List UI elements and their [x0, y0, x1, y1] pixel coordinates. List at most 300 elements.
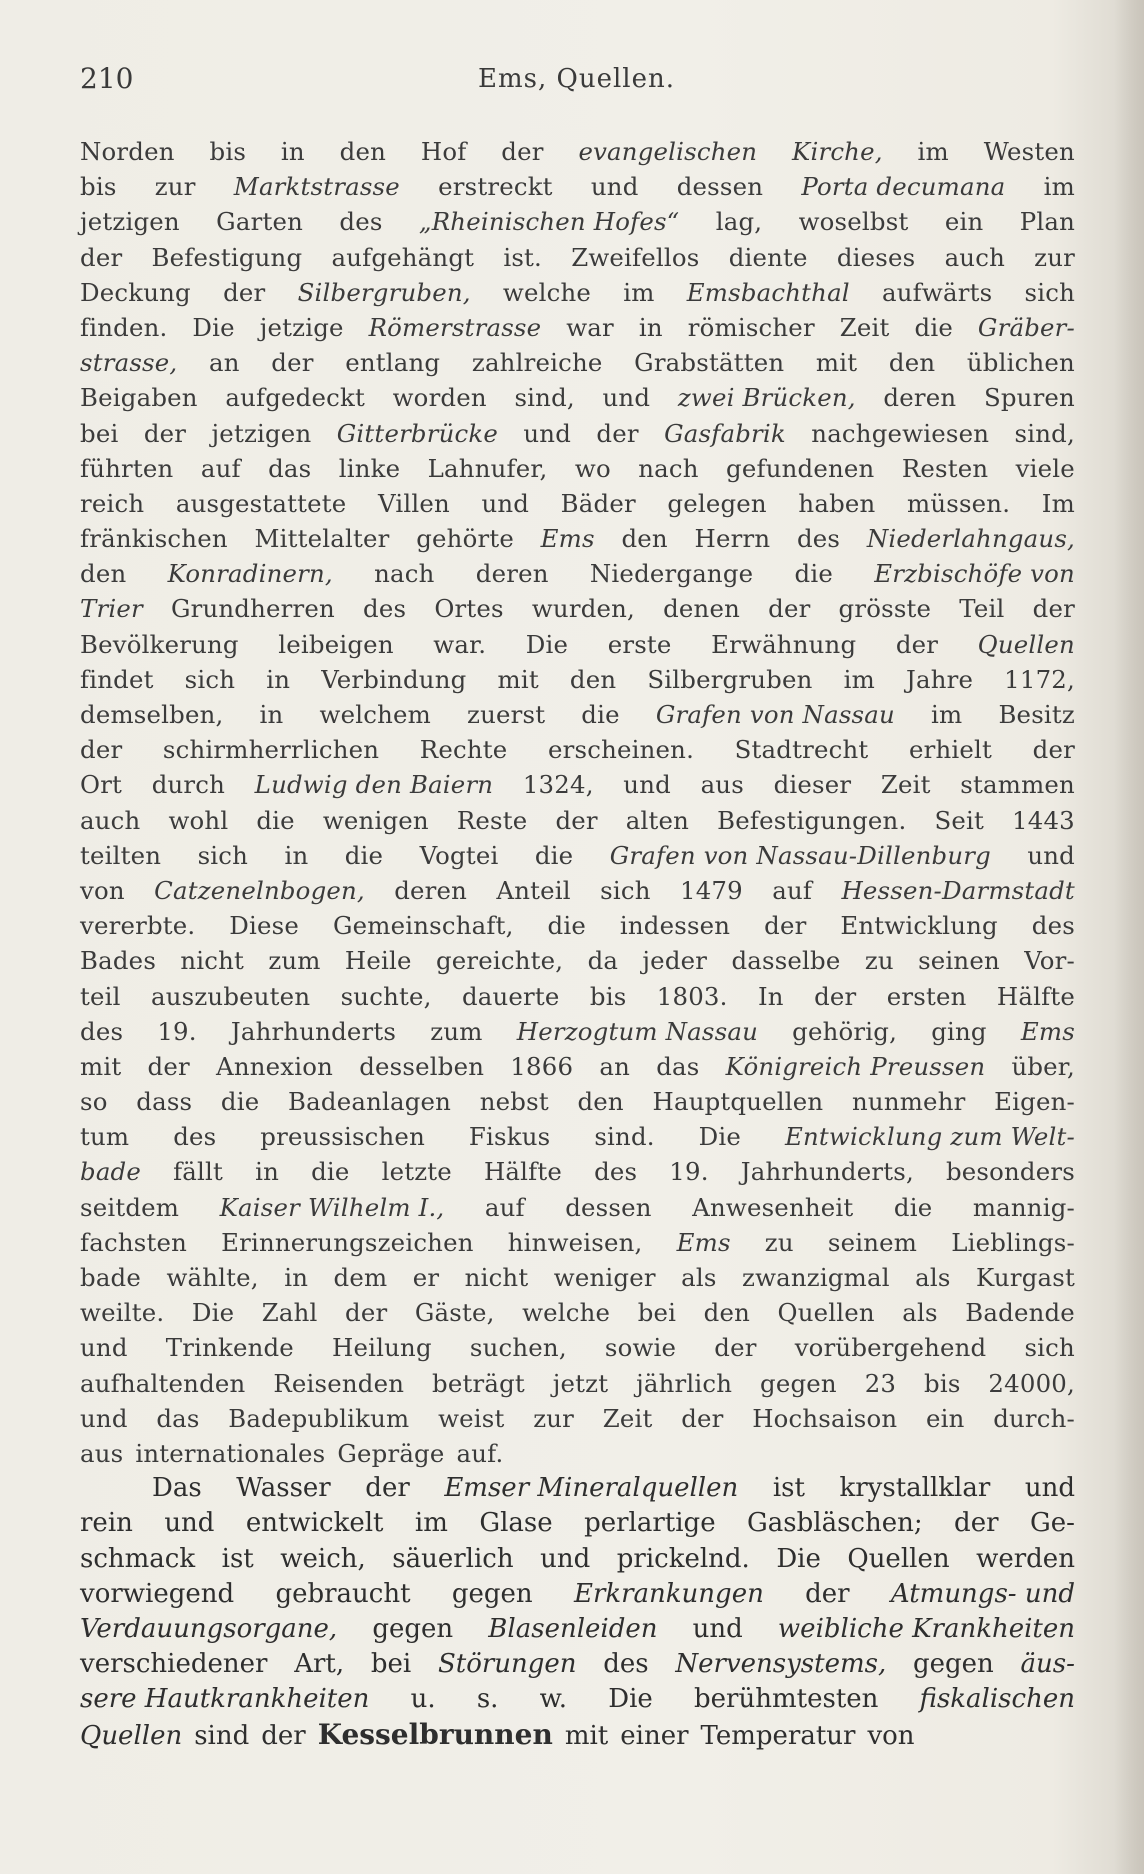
word: Kirche,	[792, 137, 883, 166]
word: Emsbachthal	[686, 277, 850, 307]
text-line	[80, 803, 1075, 838]
word: Jahrhunderts	[230, 1016, 397, 1046]
word: war.	[433, 629, 487, 659]
word: Anwesenheit	[692, 1192, 854, 1222]
word: in	[638, 312, 663, 342]
word: zum	[430, 1016, 483, 1046]
word: nach	[638, 453, 699, 483]
word: und	[623, 770, 671, 800]
text-line	[80, 451, 1075, 486]
word: dessen	[676, 172, 764, 202]
word: Gasfabrik	[664, 418, 786, 448]
word: diente	[728, 242, 808, 272]
word: Beigaben	[80, 383, 198, 413]
word: jährlich	[636, 1368, 733, 1398]
word: Im	[1041, 488, 1075, 518]
word: Befestigungen.	[717, 805, 907, 835]
word: Annexion	[216, 1051, 334, 1081]
word: Lahnufer,	[427, 453, 548, 483]
word: desselben	[359, 1051, 485, 1081]
word: Zeit	[880, 770, 931, 800]
word: der	[764, 911, 807, 941]
word: deren	[475, 559, 549, 589]
word: den	[569, 664, 617, 694]
word: des	[363, 594, 407, 624]
word: und	[602, 383, 651, 413]
word: gefundenen	[726, 453, 875, 483]
word: äus-	[1020, 1649, 1075, 1680]
word: 1479	[679, 875, 743, 905]
word: Hälfte	[996, 981, 1075, 1011]
word: die	[794, 559, 833, 589]
word: Reste	[456, 805, 528, 835]
word: aufwärts	[882, 277, 993, 307]
word: schmack	[80, 1543, 196, 1574]
word: seitdem	[80, 1192, 180, 1222]
word: bis	[209, 137, 247, 166]
text-line	[80, 1049, 1075, 1084]
word: der	[814, 981, 857, 1011]
word: Quellen	[977, 629, 1075, 659]
word: preussischen	[260, 1122, 425, 1152]
word: Entwicklung zum Welt-	[784, 1122, 1075, 1152]
word: s.	[476, 1684, 499, 1715]
word: war	[566, 312, 614, 342]
word: der	[143, 418, 187, 448]
word: sowie	[604, 1333, 677, 1363]
word: im	[1043, 172, 1075, 202]
word: findet	[80, 664, 154, 694]
word: und	[1024, 1473, 1075, 1504]
word: Glase	[479, 1508, 553, 1539]
word: finden.	[80, 312, 168, 342]
word: Die	[192, 312, 235, 342]
word: der	[345, 1298, 388, 1328]
text-line	[80, 275, 1075, 310]
word: bei	[637, 1298, 677, 1328]
word: führten	[80, 453, 174, 483]
word: Grafen von Nassau-Dillenburg	[609, 840, 991, 870]
word: sich	[1024, 1333, 1075, 1363]
word: und	[692, 1613, 743, 1644]
word: dasselbe	[731, 946, 841, 976]
text-line	[80, 345, 1075, 380]
word: teil	[80, 981, 121, 1011]
word: welche	[502, 277, 592, 307]
word: in	[284, 840, 309, 870]
word: aufgehängt	[331, 242, 475, 272]
word: gegen	[760, 1368, 837, 1398]
word: fränkischen	[80, 524, 228, 554]
word: von	[867, 1721, 915, 1752]
text-line	[80, 1717, 1075, 1752]
word: der	[501, 137, 544, 166]
word: Kurgast	[976, 1263, 1075, 1292]
word: ging	[931, 1016, 987, 1046]
word: über,	[1011, 1051, 1075, 1081]
word: wohl	[168, 805, 229, 835]
word: die	[344, 840, 384, 870]
word: weibliche Krankheiten	[777, 1613, 1075, 1644]
word: der	[681, 1403, 724, 1433]
word: und	[1027, 840, 1075, 870]
word: bei	[370, 1649, 412, 1680]
word: Heile	[344, 946, 412, 976]
word: Erzbischöfe von	[874, 559, 1075, 589]
word: Gemeinschaft,	[332, 911, 514, 941]
word: Bevölkerung	[80, 629, 239, 659]
word: haben	[798, 488, 876, 518]
word: Heilung	[332, 1333, 432, 1363]
word: einer	[620, 1721, 689, 1752]
word: in	[284, 1263, 309, 1292]
word: in	[280, 137, 305, 166]
word: Konradinern,	[167, 559, 333, 589]
word: die	[547, 911, 586, 941]
word: Die	[191, 1298, 235, 1328]
word: mit	[564, 1721, 609, 1752]
word: sich	[197, 840, 249, 870]
word: das	[156, 1403, 200, 1433]
word: strasse,	[80, 348, 178, 378]
word: entlang	[345, 348, 441, 378]
word: rein	[80, 1508, 133, 1539]
word: Römerstrasse	[368, 312, 542, 342]
word: hinweisen,	[507, 1227, 643, 1257]
word: und	[590, 172, 639, 202]
word: wo	[574, 453, 611, 483]
word: Villen	[377, 488, 450, 518]
word: evangelischen	[578, 137, 758, 166]
word: mannig-	[972, 1192, 1075, 1222]
word: sich	[600, 875, 651, 905]
word: In	[757, 981, 784, 1011]
word: Niederlahngaus,	[866, 524, 1075, 554]
word: zu	[864, 946, 894, 976]
word: als	[915, 1263, 951, 1292]
word: Teil	[959, 594, 1005, 624]
word: leibeigen	[278, 629, 394, 659]
word: sind.	[594, 1122, 655, 1152]
word: Kesselbrunnen	[317, 1718, 553, 1752]
word: aus	[80, 1438, 124, 1468]
word: und	[481, 488, 530, 518]
word: Marktstrasse	[233, 172, 400, 202]
word: dieses	[836, 242, 916, 272]
word: zuerst	[467, 700, 546, 729]
word: zur	[154, 172, 196, 202]
word: zur	[533, 1403, 575, 1433]
word: sind,	[1014, 418, 1075, 448]
word: ist.	[503, 242, 543, 272]
text-line	[80, 1295, 1075, 1330]
word: nicht	[180, 946, 245, 976]
word: nachgewiesen	[811, 418, 990, 448]
page-header	[80, 62, 1075, 102]
word: woselbst	[798, 207, 909, 237]
word: erhielt	[908, 735, 993, 765]
text-line	[80, 1119, 1075, 1154]
word: den	[577, 1087, 624, 1117]
word: verschiedener	[80, 1649, 268, 1680]
word: Hälfte	[483, 1157, 563, 1187]
word: sich	[184, 664, 236, 694]
word: jeder	[642, 946, 708, 976]
word: Reisenden	[273, 1368, 405, 1398]
word: letzte	[381, 1157, 452, 1187]
text-line	[80, 310, 1075, 345]
word: Zeit	[839, 312, 890, 342]
word: der	[271, 348, 314, 378]
word: Porta decumana	[801, 172, 1006, 202]
text-line	[80, 1401, 1075, 1436]
word: teilten	[80, 840, 162, 870]
word: Silbergruben,	[297, 277, 471, 307]
word: die	[256, 805, 295, 835]
word: als	[681, 1263, 717, 1292]
word: Ems	[676, 1227, 731, 1257]
word: Gepräge	[337, 1438, 445, 1468]
word: in	[259, 700, 284, 729]
word: den	[80, 559, 127, 589]
word: der	[223, 277, 266, 307]
word: müssen.	[907, 488, 1011, 518]
word: erste	[607, 629, 672, 659]
word: worden	[392, 383, 487, 413]
text-line	[80, 767, 1075, 802]
word: beträgt	[432, 1368, 525, 1398]
word: dieser	[773, 770, 852, 800]
word: die	[534, 840, 574, 870]
word: jetzigen	[211, 418, 312, 448]
word: zu	[764, 1227, 794, 1257]
word: jetzigen	[80, 207, 180, 237]
word: sere Hautkrankheiten	[80, 1684, 370, 1715]
word: vorübergehend	[794, 1333, 987, 1363]
word: des	[1031, 911, 1075, 941]
word: Lieblings-	[951, 1227, 1075, 1257]
word: schirmherrlichen	[162, 735, 380, 765]
word: Temperatur	[700, 1721, 856, 1752]
word: ist	[772, 1473, 805, 1504]
text-line	[80, 1225, 1075, 1260]
text-line	[80, 380, 1075, 415]
word: zur	[1034, 242, 1075, 272]
word: das	[268, 453, 312, 483]
word: Nervensystems,	[675, 1649, 887, 1680]
word: an	[208, 348, 240, 378]
word: gegen	[451, 1578, 533, 1609]
word: Zweifellos	[571, 242, 700, 272]
word: w.	[539, 1684, 568, 1715]
word: als	[902, 1298, 938, 1328]
paragraph-2	[80, 1471, 1075, 1753]
word: und	[80, 1403, 128, 1433]
word: Quellen	[847, 1543, 950, 1574]
word: 24000,	[988, 1368, 1075, 1398]
word: Die	[698, 1122, 742, 1152]
word: Kaiser Wilhelm I.,	[219, 1192, 445, 1222]
word: prickelnd.	[616, 1543, 750, 1574]
word: 1866	[510, 1051, 574, 1081]
word: den	[621, 524, 668, 554]
word: Anteil	[496, 875, 571, 905]
text-line	[80, 1647, 1075, 1682]
word: durch-	[993, 1403, 1075, 1433]
text-line	[80, 169, 1075, 204]
word: der	[261, 1721, 306, 1752]
text-line	[80, 873, 1075, 908]
word: den	[888, 348, 936, 378]
word: dessen	[565, 1192, 652, 1222]
word: der	[555, 805, 598, 835]
word: auf	[200, 453, 241, 483]
word: entwickelt	[245, 1508, 384, 1539]
word: ersten	[886, 981, 967, 1011]
word: der	[147, 1051, 190, 1081]
word: Grafen von Nassau	[655, 700, 895, 729]
word: 23	[864, 1368, 897, 1398]
word: Wasser	[236, 1473, 331, 1504]
word: Eigen-	[994, 1087, 1075, 1117]
word: Herzogtum Nassau	[516, 1016, 759, 1046]
word: säuerlich	[392, 1543, 514, 1574]
word: zwei Brücken,	[677, 383, 856, 413]
word: deren	[394, 875, 468, 905]
word: des	[594, 1157, 638, 1187]
text-line	[80, 697, 1075, 732]
word: dass	[136, 1087, 193, 1117]
word: Silbergruben	[647, 664, 813, 694]
word: fachsten	[80, 1227, 187, 1257]
word: 19.	[157, 1016, 197, 1046]
word: Badende	[965, 1298, 1075, 1328]
word: der	[895, 629, 939, 659]
text-line	[80, 1436, 1075, 1471]
word: Garten	[216, 207, 304, 237]
word: Badeanlagen	[288, 1087, 452, 1117]
text-line	[80, 1506, 1075, 1541]
word: Quellen	[777, 1298, 875, 1328]
text-line	[80, 627, 1075, 662]
word: der	[365, 1473, 410, 1504]
word: im	[623, 277, 655, 307]
word: alten	[625, 805, 690, 835]
word: das	[656, 1051, 700, 1081]
word: mit	[497, 664, 539, 694]
word: Die	[525, 629, 569, 659]
word: nebst	[479, 1087, 549, 1117]
word: Trier	[80, 594, 143, 624]
word: mit	[80, 1051, 122, 1081]
word: deren	[883, 383, 957, 413]
text-line	[80, 1190, 1075, 1225]
word: da	[587, 946, 619, 976]
word: von	[80, 875, 125, 905]
text-line	[80, 240, 1075, 275]
word: Stadtrecht	[734, 735, 869, 765]
page-number: 210	[80, 62, 134, 95]
text-line	[80, 1542, 1075, 1577]
word: Resten	[901, 453, 989, 483]
word: im	[931, 700, 963, 729]
word: Entwicklung	[840, 911, 998, 941]
word: bade	[80, 1263, 142, 1292]
word: Vogtei	[419, 840, 499, 870]
word: des	[796, 524, 841, 554]
text-line	[80, 1260, 1075, 1295]
word: Verdauungsorgane,	[80, 1613, 338, 1644]
text-line	[80, 486, 1075, 521]
word: Erwähnung	[711, 629, 857, 659]
word: indessen	[619, 911, 731, 941]
text-line	[80, 1682, 1075, 1717]
word: auszubeuten	[151, 981, 311, 1011]
word: viele	[1015, 453, 1075, 483]
word: der	[80, 735, 123, 765]
word: Trinkende	[165, 1333, 294, 1363]
text-line	[80, 134, 1075, 169]
word: bis	[589, 981, 627, 1011]
word: ist	[221, 1543, 254, 1574]
word: Befestigung	[151, 242, 303, 272]
word: Besitz	[998, 700, 1075, 729]
word: Ems	[1020, 1016, 1075, 1046]
word: Mittelalter	[254, 524, 390, 554]
word: nach	[374, 559, 435, 589]
word: suchen,	[469, 1333, 567, 1363]
word: Zeit	[602, 1403, 653, 1433]
word: den	[339, 137, 386, 166]
word: römischer	[687, 312, 815, 342]
word: des	[80, 1016, 124, 1046]
word: nunmehr	[852, 1087, 966, 1117]
word: nicht	[464, 1263, 529, 1292]
word: krystallklar	[839, 1473, 991, 1504]
word: vererbte.	[80, 911, 196, 941]
word: gelegen	[667, 488, 767, 518]
text-line	[80, 1612, 1075, 1647]
word: ein	[944, 207, 984, 237]
word: so	[80, 1087, 108, 1117]
word: lag,	[715, 207, 763, 237]
word: Hochsaison	[752, 1403, 898, 1433]
word: Catzenelnbogen,	[154, 875, 365, 905]
running-head: Ems, Quellen.	[478, 64, 675, 94]
word: aufgedeckt	[225, 383, 365, 413]
word: der	[768, 594, 811, 624]
word: der	[805, 1578, 850, 1609]
text-line	[80, 1084, 1075, 1119]
text-line	[80, 943, 1075, 978]
text-line	[80, 908, 1075, 943]
word: der	[1032, 735, 1075, 765]
word: u.	[410, 1684, 436, 1715]
word: Ge-	[1029, 1508, 1075, 1539]
word: gereichte,	[435, 946, 564, 976]
word: grösste	[838, 594, 932, 624]
word: denen	[663, 594, 741, 624]
text-line	[80, 732, 1075, 767]
word: Atmungs- und	[890, 1578, 1075, 1609]
text-line	[80, 1330, 1075, 1365]
word: aus	[700, 770, 744, 800]
text-line	[80, 838, 1075, 873]
word: besonders	[945, 1157, 1075, 1187]
word: weilte.	[80, 1298, 165, 1328]
word: sind,	[514, 383, 575, 413]
word: auf.	[456, 1438, 504, 1468]
